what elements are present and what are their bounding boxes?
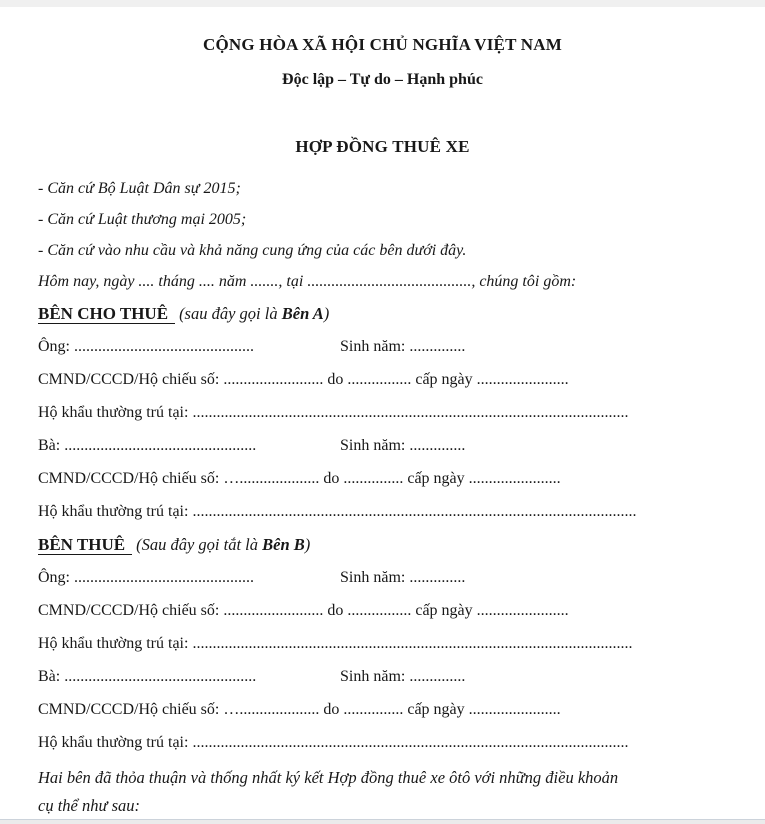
party-a-man-id-row <box>38 363 727 396</box>
man-name-field: Ông: ............................................. <box>38 338 254 355</box>
national-header-block <box>38 34 727 90</box>
woman-name-field: Bà: ................................................ <box>38 668 257 685</box>
man-address-field: Hộ khẩu thường trú tại: .............................................................................................................. <box>38 635 633 652</box>
party-b-note <box>136 535 310 554</box>
party-a-woman-address-row <box>38 495 727 528</box>
party-a-heading <box>38 297 727 330</box>
woman-id-field: CMND/CCCD/Hộ chiếu số: ….................... do ............... cấp ngày ....................... <box>38 701 561 718</box>
national-motto: Độc lập – Tự do – Hạnh phúc <box>282 71 483 88</box>
party-b-woman-address-row <box>38 726 727 759</box>
woman-address-field: Hộ khẩu thường trú tại: ............................................................................................................. <box>38 734 629 751</box>
party-b-heading <box>38 528 727 561</box>
party-b-alias: Bên B <box>262 535 305 554</box>
recital-line-1: - Căn cứ Bộ Luật Dân sự 2015; <box>38 180 241 197</box>
man-birth-field: Sinh năm: .............. <box>340 338 466 355</box>
party-a-man-address-row <box>38 396 727 429</box>
party-b-note-suffix: ) <box>304 535 311 554</box>
closing-statement <box>38 764 727 820</box>
party-b-woman-name-row <box>38 660 727 693</box>
recitals-block <box>38 173 727 266</box>
party-a-man-name-row <box>38 330 727 363</box>
party-b-note-prefix: (Sau đây gọi tắt là <box>136 535 263 554</box>
woman-name-field: Bà: ................................................ <box>38 437 257 454</box>
man-id-field: CMND/CCCD/Hộ chiếu số: ......................... do ................ cấp ngày ....................... <box>38 602 569 619</box>
party-a-alias: Bên A <box>281 304 324 323</box>
woman-address-field: Hộ khẩu thường trú tại: ............................................................................................................... <box>38 503 637 520</box>
man-id-field: CMND/CCCD/Hộ chiếu số: ......................... do ................ cấp ngày ....................... <box>38 371 569 388</box>
party-b-name: BÊN THUÊ <box>38 535 132 555</box>
party-b-man-id-row <box>38 594 727 627</box>
man-birth-field: Sinh năm: .............. <box>340 569 466 586</box>
woman-birth-field: Sinh năm: .............. <box>340 668 466 685</box>
man-address-field: Hộ khẩu thường trú tại: ............................................................................................................. <box>38 404 629 421</box>
party-a-woman-name-row <box>38 429 727 462</box>
recital-line-3: - Căn cứ vào nhu cầu và khả năng cung ứng của các bên dưới đây. <box>38 242 467 259</box>
closing-line-1: Hai bên đã thỏa thuận và thống nhất ký kết Hợp đồng thuê xe ôtô với những điều khoản <box>38 768 619 787</box>
party-a-note <box>179 304 329 323</box>
party-a-note-suffix: ) <box>323 304 330 323</box>
recital-line-2: - Căn cứ Luật thương mại 2005; <box>38 211 247 228</box>
party-a-name: BÊN CHO THUÊ <box>38 304 175 324</box>
window-bottom-edge <box>0 819 765 824</box>
contract-title: HỢP ĐỒNG THUÊ XE <box>295 137 470 156</box>
man-name-field: Ông: ............................................. <box>38 569 254 586</box>
opening-line: Hôm nay, ngày .... tháng .... năm ......., tại ........................................., chúng tôi gồm: <box>38 273 577 290</box>
closing-line-2: cụ thể như sau: <box>38 796 141 815</box>
party-a-note-prefix: (sau đây gọi là <box>179 304 282 323</box>
woman-birth-field: Sinh năm: .............. <box>340 437 466 454</box>
country-title: CỘNG HÒA XÃ HỘI CHỦ NGHĨA VIỆT NAM <box>203 35 562 54</box>
party-b-man-name-row <box>38 561 727 594</box>
party-b-man-address-row <box>38 627 727 660</box>
woman-id-field: CMND/CCCD/Hộ chiếu số: ….................... do ............... cấp ngày ....................... <box>38 470 561 487</box>
party-b-woman-id-row <box>38 693 727 726</box>
party-a-woman-id-row <box>38 462 727 495</box>
page-top-gap <box>0 0 765 7</box>
contract-document-page <box>0 7 765 819</box>
